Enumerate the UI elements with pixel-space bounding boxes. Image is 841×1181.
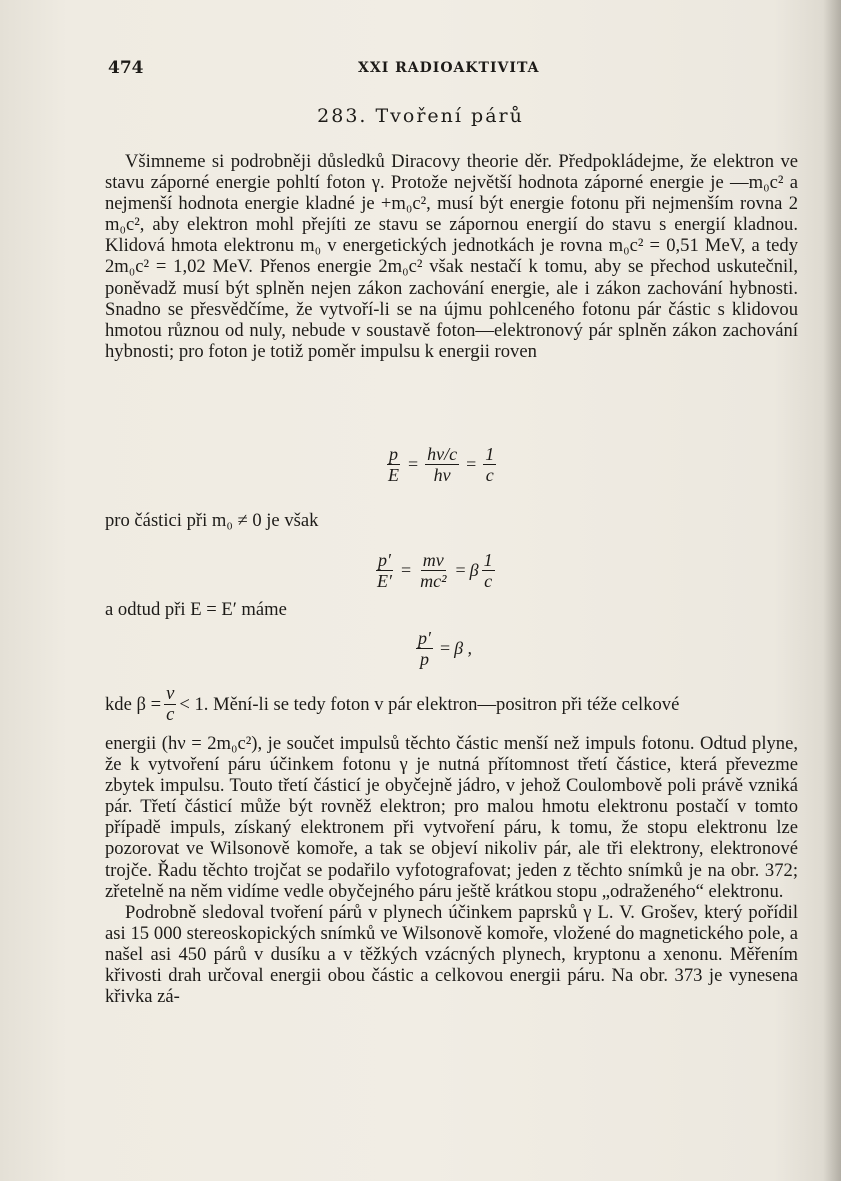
equals-sign: = [408, 454, 419, 474]
section-title: 283. Tvoření párů [317, 105, 524, 127]
formula-result: β , [454, 638, 473, 658]
formula-3 [413, 628, 472, 669]
fraction [418, 550, 448, 591]
denominator: mc² [420, 571, 447, 591]
kde-prefix: kde β = [105, 693, 162, 715]
paragraph-3-text: Podrobně sledoval tvoření párů v plynech účinkem paprsků γ L. V. Grošev, který pořídil asi 15 000 stereoskopických snímků ve Wilsonově komoře, vložené do magnetického pole, a našel asi 450 párů v dusíku a v těžkých vzácných plynech, kryptonu a xenonu. Měřením křivosti drah určoval energii obou částic a celkovou energii páru. Na obr. 373 je vynesena křivka zá- [105, 901, 798, 1008]
numerator: 1 [483, 550, 493, 570]
fraction [164, 684, 176, 725]
page-header [108, 58, 798, 82]
kde-line [105, 684, 679, 725]
numerator: p′ [418, 628, 431, 648]
page-number: 474 [108, 58, 144, 78]
denominator: c [166, 704, 175, 725]
numerator: p [389, 444, 398, 464]
fraction [482, 550, 495, 591]
running-title: XXI RADIOAKTIVITA [358, 60, 540, 76]
denominator: c [485, 465, 494, 485]
text-line-2: pro částici při m₀ ≠ 0 je však [105, 510, 319, 531]
formula-1 [383, 444, 499, 485]
fraction [483, 444, 496, 485]
equals-sign: = [400, 560, 412, 580]
denominator: hν [433, 465, 451, 485]
formula-2 [372, 550, 498, 591]
fraction [416, 628, 433, 669]
paragraph-1 [105, 151, 798, 362]
paragraph-2-first-line: < 1. Mění-li se tedy foton v pár elektron—positron při téže celkové [179, 693, 680, 715]
text-line-3: a odtud při E = E′ máme [105, 599, 287, 620]
fraction [375, 550, 394, 591]
denominator: c [484, 571, 493, 591]
equals-sign: = [439, 638, 451, 658]
paragraph-1-text: Všimneme si podrobněji důsledků Diracovy theorie děr. Předpokládejme, že elektron ve stavu záporné energie pohltí foton γ. Protože největší hodnota záporné energie je —m₀c² a nejmenší hodnota energie kladné je +m₀c², musí být energie fotonu při nejmenším rovna 2 m₀c², aby elektron mohl přejíti ze stavu se zápornou energií do stavu s energií kladnou. Klidová hmota elektronu m₀ v energetických jednotkách je rovna m₀c² = 0,51 MeV, a tedy 2m₀c² = 1,02 MeV. Přenos energie 2m₀c² však nestačí k tomu, aby se přechod uskutečnil, poněvadž musí být splněn nejen zákon zachování energie, ale i zákon zachování hybnosti. Snadno se přesvědčíme, že vytvoří-li se na újmu pohlceného fotonu pár částic s klidovou hmotou různou od nuly, nebude v soustavě foton—elektronový pár splněn zákon zachování hybnosti; pro foton je totiž poměr impulsu k energii roven [105, 151, 798, 362]
numerator: hν/c [427, 444, 458, 464]
numerator: p′ [378, 550, 391, 570]
equals-sign: = [455, 560, 466, 580]
paragraph-2 [105, 733, 798, 1007]
beta-symbol: β [469, 560, 479, 580]
denominator: E [388, 465, 399, 485]
paragraph-2-text: energii (hν = 2m₀c²), je součet impulsů těchto částic menší než impuls fotonu. Odtud plyne, že k vytvoření páru účinkem fotonu γ je nutná přítomnost třetí částice, která převezme zbytek impulsu. Touto třetí částicí je obyčejně jádro, v jehož Coulombově poli právě vzniká pár. Třetí částicí může být rovněž elektron; pro malou hmotu elektronu postačí v tomto případě impuls, získaný elektronem při vytvoření páru, k tomu, že stopu elektronu lze pozorovat ve Wilsonově komoře, a tak se objeví nikoliv pár, ale tři elektrony, elektronové trojče. Řadu těchto trojčat se podařilo vyfotografovat; jeden z těchto snímků je na obr. 372; zřetelně na něm vidíme vedle obyčejného páru ještě krátkou stopu „odraženého“ elektronu. [105, 733, 798, 902]
numerator: mv [422, 550, 444, 570]
fraction [425, 444, 459, 485]
numerator: 1 [485, 444, 495, 464]
denominator: p [419, 649, 429, 669]
numerator: v [166, 683, 175, 704]
equals-sign: = [466, 454, 477, 474]
fraction [386, 444, 401, 485]
denominator: E′ [377, 571, 392, 591]
page-edge-shadow [823, 0, 841, 1181]
